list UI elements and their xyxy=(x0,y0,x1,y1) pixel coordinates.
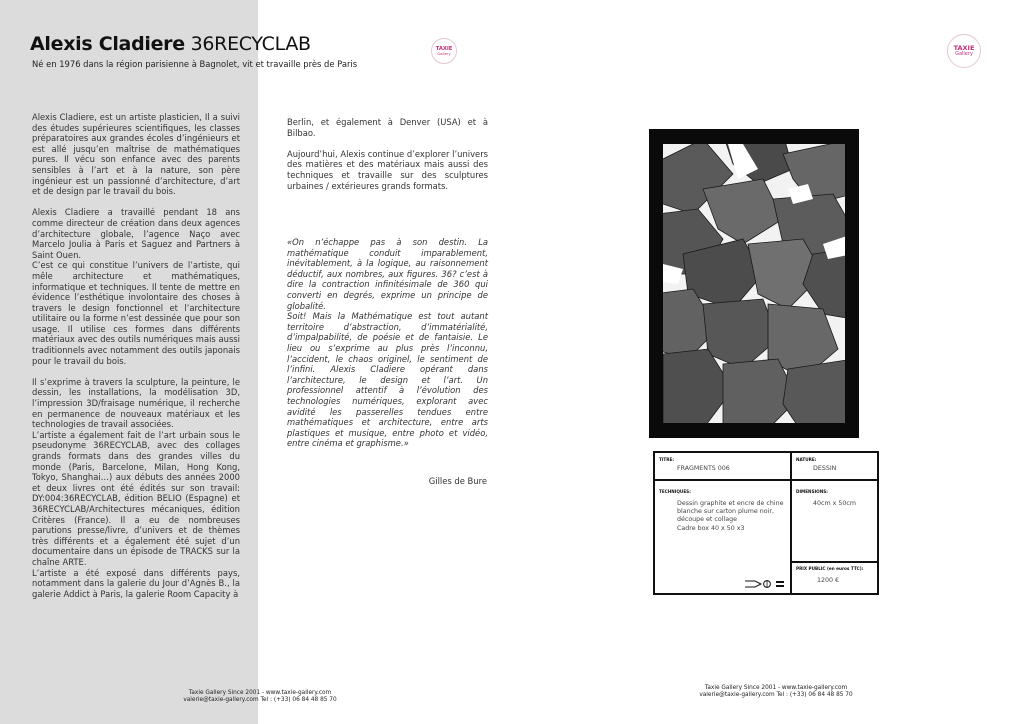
footer-gallery-line: Taxie Gallery Since 2001 - www.taxie-gallery.com xyxy=(188,690,332,696)
logo-text: TAXIE xyxy=(953,44,975,53)
card-divider xyxy=(655,479,877,481)
card-divider xyxy=(790,561,877,563)
techniques-label: TECHNIQUES: xyxy=(659,489,691,494)
title-value: FRAGMENTS 006 xyxy=(677,465,730,472)
bio-paragraph: L’artiste a également fait de l’art urbain sous le pseudonyme 36RECYCLAB, avec des collages grands formats dans des grandes villes du monde (Paris, Barcelone, Milan, Hong Kong, Tokyo, Shanghai…) aux débuts des années 2000 et deux livres ont été édités sur son travail: DY:004:36RECYCLAB, édition BELIO (Espagne) et 36RECYCLAB/Architectures mécaniques, édition Critères (France). Il a eu de nombreuses parutions presse/livre, d’univers et de thèmes très différents et a également été sujet d’un documentaire dans un épisode de TRACKS sur la chaîne ARTE. xyxy=(32,429,240,567)
artist-alias: 36RECYCLAB xyxy=(190,33,311,55)
bio-paragraph: L’artiste a été exposé dans différents pays, notamment dans la galerie du Jour d’Agnès B., la galerie Addict à Paris, la galerie Room Capacity à xyxy=(32,567,240,599)
bio-paragraph: Il s’exprime à travers la sculpture, la peinture, le dessin, les installations, la modélisation 3D, l’impression 3D/fraisage numérique, il recherche en permanence de nouveaux matériaux et les technologies de travail associées. xyxy=(32,376,240,430)
artist-name: Alexis Cladiere xyxy=(30,33,185,55)
artwork-image-frame xyxy=(649,129,859,438)
taxie-gallery-logo-right xyxy=(947,34,981,68)
bio-column-left xyxy=(32,112,240,599)
price-label: PRIX PUBLIC (en euros TTC): xyxy=(796,566,864,571)
footer-contact-left xyxy=(160,690,360,705)
taxie-gallery-logo xyxy=(431,38,457,64)
title-label: TITRE: xyxy=(659,457,675,462)
artwork-image xyxy=(663,144,845,423)
nature-value: DESSIN xyxy=(813,465,837,472)
footer-contact-line: valerie@taxie-gallery.com Tel : (+33) 06 84 48 85 70 xyxy=(183,697,337,704)
artist-subtitle: Né en 1976 dans la région parisienne à Bagnolet, vit et travaille près de Paris xyxy=(32,59,358,69)
bio-paragraph: Aujourd’hui, Alexis continue d’explorer l’univers des matières et des matériaux mais aussi des techniques et travaille sur des sculptures urbaines / extérieures grands formats. xyxy=(287,148,488,191)
quote-paragraph: «On n’échappe pas à son destin. La mathématique conduit imparablement, inévitablement, à la logique, au raisonnement déductif, aux nombres, aux figures. 36? c’est à dire la contraction infinitésimale de 360 qui converti en degrés, exprime un principe de globalité. xyxy=(287,237,488,311)
card-divider xyxy=(790,453,792,593)
page-title xyxy=(30,33,311,55)
artwork-info-card xyxy=(653,451,879,595)
bio-paragraph: Alexis Cladiere, est un artiste plasticien, Il a suivi des études supérieures scientifiques, les classes préparatoires aux grandes écoles d’ingénieurs et est allé jusqu’en maîtrise de mathématiques pures. Il vécu son enfance avec des parents sensibles à l’art et à la nature, son père ingénieur est un passionné d’architecture, d’art et de design par le travail du bois. xyxy=(32,112,240,197)
quote-paragraph: Soit! Mais la Mathématique est tout autant territoire d’abstraction, d’immatérialité, d’impalpabilité, de poésie et de fantaisie. Le lieu ou s’exprime au plus près l’inconnu, l’accident, le chaos originel, le sentiment de l’infini. Alexis Cladiere opérant dans l’architecture, le design et l’art. Un professionnel attentif à l’évolution des technologies numériques, explorant avec avidité les passerelles tendues entre mathématiques et architecture, entre arts plastiques et musique, entre photo et vidéo, entre cinéma et graphisme.» xyxy=(287,311,488,449)
critic-quote xyxy=(287,237,488,449)
logo-subtext: Gallery xyxy=(955,50,973,57)
bio-paragraph: Alexis Cladiere a travaillé pendant 18 ans comme directeur de création dans deux agences d’architecture globale, l’agence Naço avec Marcelo Joulia à Paris et Saguez and Partners à Saint Ouen. xyxy=(32,207,240,260)
footer-gallery-line: Taxie Gallery Since 2001 - www.taxie-gallery.com xyxy=(704,685,848,691)
logo-subtext: Gallery xyxy=(437,50,451,56)
quote-author: Gilles de Bure xyxy=(428,476,487,486)
price-value: 1200 € xyxy=(817,577,840,584)
nature-label: NATURE: xyxy=(796,457,817,462)
footer-contact-right xyxy=(676,685,876,700)
bio-column-middle xyxy=(287,117,488,202)
footer-contact-line: valerie@taxie-gallery.com Tel : (+33) 06 84 48 85 70 xyxy=(699,692,853,699)
dimensions-label: DIMENSIONS: xyxy=(796,489,828,494)
dimensions-value: 40cm x 50cm xyxy=(813,500,856,507)
handling-symbols-icon xyxy=(743,579,787,589)
logo-text: TAXIE xyxy=(435,45,453,52)
bio-paragraph: C’est ce qui constitue l’univers de l’artiste, qui mêle architecture et mathématiques, informatique et techniques. Il tente de mettre en évidence l’esthétique involontaire des choses à travers le design fonctionnel et l’architecture utilitaire ou la forme n’est dessinée que pour son usage. Il utilise ces formes dans différents matériaux avec des outils numériques mais aussi traditionnels avec notamment des outils japonais pour le travail du bois. xyxy=(32,260,240,366)
techniques-value: Dessin graphite et encre de chine blanche sur carton plume noir, découpe et collage Cadre box 40 x 50 x3 xyxy=(677,500,784,532)
bio-paragraph: Berlin, et également à Denver (USA) et à Bilbao. xyxy=(287,117,488,138)
